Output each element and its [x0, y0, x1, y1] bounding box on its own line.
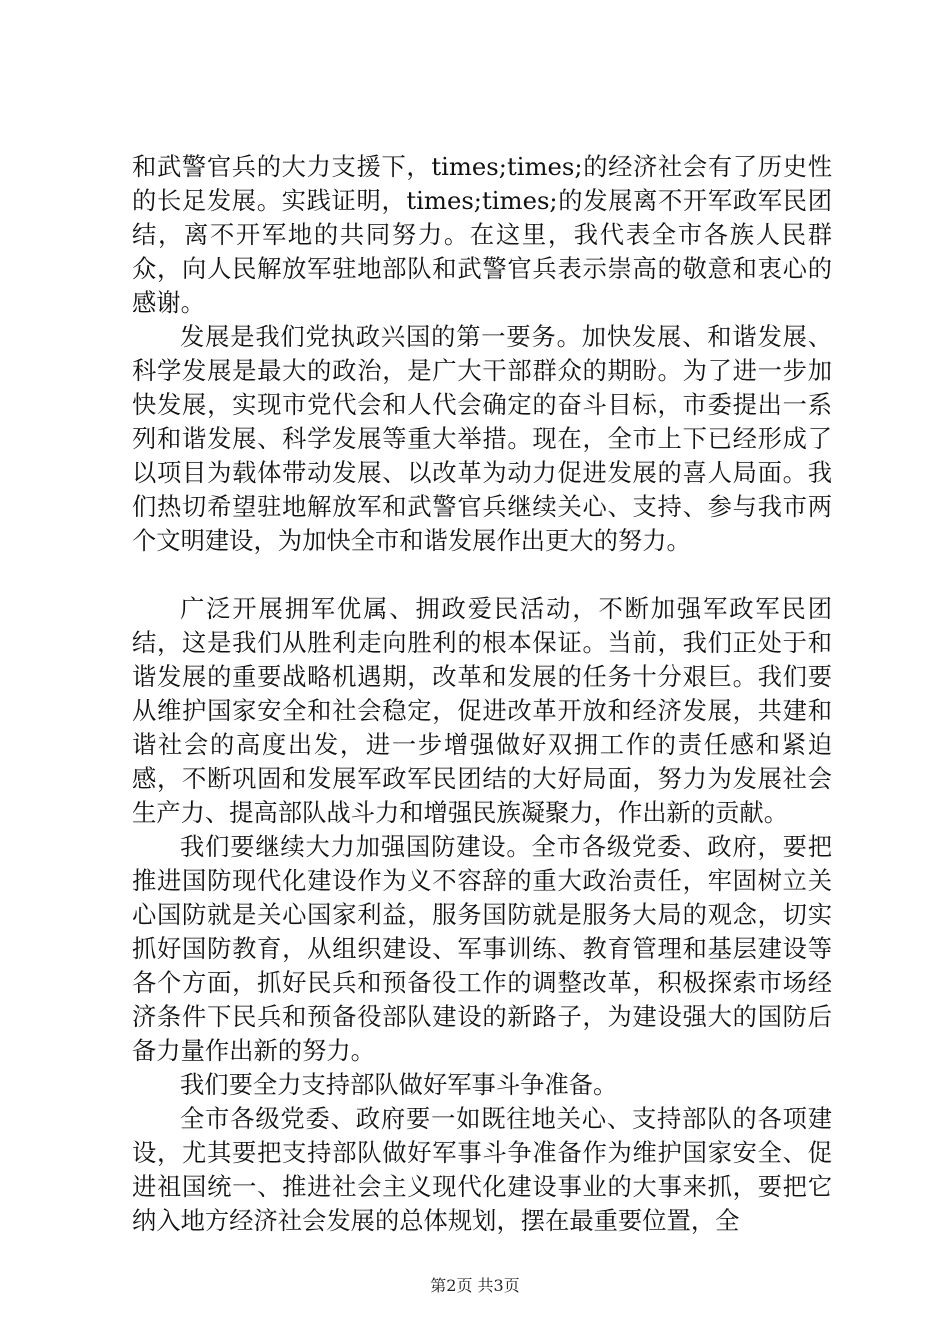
paragraph-1: 和武警官兵的大力支援下，times;times;的经济社会有了历史性的长足发展。实践证明，times;times;的发展离不开军政军民团结，离不开军地的共同努力。在这里，我代表全市各族人民群众，向人民解放军驻地部队和武警官兵表示崇高的敬意和衷心的感谢。: [132, 152, 832, 317]
page-number-footer: 第2页 共3页: [430, 1276, 520, 1295]
paragraph-3: 广泛开展拥军优属、拥政爱民活动，不断加强军政军民团结，这是我们从胜利走向胜利的根本保证。当前，我们正处于和谐发展的重要战略机遇期，改革和发展的任务十分艰巨。我们要从维护国家安全和社会稳定，促进改革开放和经济发展，共建和谐社会的高度出发，进一步增强做好双拥工作的责任感和紧迫感，不断巩固和发展军政军民团结的大好局面，努力为发展社会生产力、提高部队战斗力和增强民族凝聚力，作出新的贡献。: [132, 594, 832, 827]
paragraph-5: 我们要全力支持部队做好军事斗争准备。: [180, 1070, 618, 1099]
paragraph-6: 全市各级党委、政府要一如既往地关心、支持部队的各项建设，尤其要把支持部队做好军事斗争准备作为维护国家安全、促进祖国统一、推进社会主义现代化建设事业的大事来抓，要把它纳入地方经济社会发展的总体规划，摆在最重要位置，全: [132, 1104, 832, 1235]
paragraph-2: 发展是我们党执政兴国的第一要务。加快发展、和谐发展、科学发展是最大的政治，是广大干部群众的期盼。为了进一步加快发展，实现市党代会和人代会确定的奋斗目标，市委提出一系列和谐发展、科学发展等重大举措。现在，全市上下已经形成了以项目为载体带动发展、以改革为动力促进发展的喜人局面。我们热切希望驻地解放军和武警官兵继续关心、支持、参与我市两个文明建设，为加快全市和谐发展作出更大的努力。: [132, 322, 832, 555]
paragraph-4: 我们要继续大力加强国防建设。全市各级党委、政府，要把推进国防现代化建设作为义不容辞的重大政治责任，牢固树立关心国防就是关心国家利益，服务国防就是服务大局的观念，切实抓好国防教育，从组织建设、军事训练、教育管理和基层建设等各个方面，抓好民兵和预备役工作的调整改革，积极探索市场经济条件下民兵和预备役部队建设的新路子，为建设强大的国防后备力量作出新的努力。: [132, 832, 832, 1065]
document-body: [132, 150, 832, 1238]
